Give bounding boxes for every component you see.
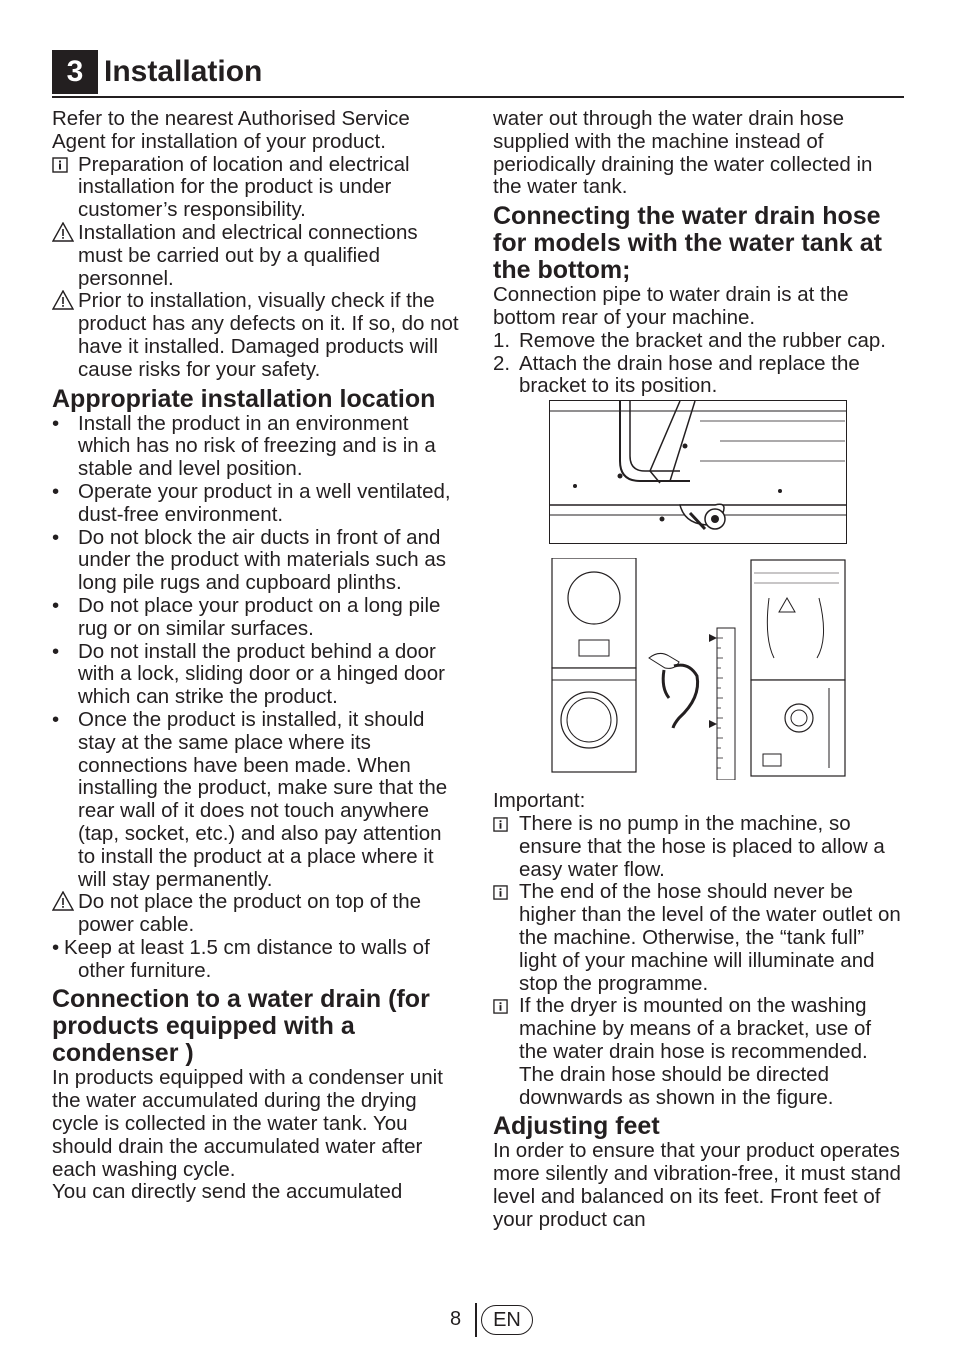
note-item xyxy=(52,290,462,381)
chapter-number: 3 xyxy=(52,50,98,94)
distance-note: • Keep at least 1.5 cm distance to walls of other furniture. xyxy=(52,935,430,982)
bullet-item: • Install the product in an environment which has no risk of freezing and is in a stable and level position. xyxy=(52,411,436,481)
important-note: The end of the hose should never be higher than the level of the water outlet on the machine. Otherwise, the “tank full” light of your machine will illuminate and stop the programme. xyxy=(493,881,903,995)
drain-heading: Connection to a water drain (for products equipped with a condenser ) xyxy=(52,985,430,1068)
feet-heading: Adjusting feet xyxy=(493,1112,660,1141)
language-badge: EN xyxy=(481,1305,533,1335)
drain-outlet-figure xyxy=(549,400,847,544)
info-icon xyxy=(52,154,74,179)
info-icon xyxy=(493,881,515,906)
continued-paragraph: water out through the water drain hose supplied with the machine instead of periodically draining the water collected in the water tank. xyxy=(493,107,873,199)
bullet-item: • Do not block the air ducts in front of and under the product with materials such as long pile rugs and cupboard plinths. xyxy=(52,525,447,595)
note-text: Preparation of location and electrical installation for the product is under customer’s responsibility. xyxy=(78,152,410,222)
bullet-item: • Operate your product in a well ventilated, dust-free environment. xyxy=(52,479,451,526)
location-heading: Appropriate installation location xyxy=(52,384,436,413)
bottom-tank-heading: Connecting the water drain hose for models with the water tank at the bottom; xyxy=(493,202,882,285)
drain-paragraph: In products equipped with a condenser unit the water accumulated during the drying cycle is collected in the water tank. You should drain the accumulated water after each washing cycle. xyxy=(52,1066,443,1181)
footer-divider xyxy=(475,1303,477,1337)
warning-icon xyxy=(52,290,74,316)
warning-icon xyxy=(52,891,74,917)
feet-paragraph: In order to ensure that your product operates more silently and vibration-free, it must stand level and balanced on its feet. Front feet of your product can xyxy=(493,1139,901,1231)
chapter-header xyxy=(52,50,904,98)
bullet-item: • Do not install the product behind a door with a lock, sliding door or a hinged door which can strike the product. xyxy=(52,639,445,709)
bottom-tank-intro: Connection pipe to water drain is at the bottom rear of your machine. xyxy=(493,283,849,329)
left-column xyxy=(52,108,462,1204)
bullet-item: • Do not place your product on a long pile rug or on similar surfaces. xyxy=(52,593,441,640)
note-item xyxy=(52,154,462,222)
note-text: Prior to installation, visually check if the product has any defects on it. If so, do not have it installed. Damaged products will cause risks for your safety. xyxy=(78,289,459,381)
note-text: Installation and electrical connections must be carried out by a qualified personnel. xyxy=(78,220,418,290)
info-icon xyxy=(493,995,515,1020)
step-item: 2. Attach the drain hose and replace the bracket to its position. xyxy=(493,351,860,398)
page-footer xyxy=(0,1303,954,1337)
important-label: Important: xyxy=(493,789,586,813)
page-number: 8 xyxy=(450,1308,462,1330)
note-item xyxy=(52,222,462,290)
chapter-title: Installation xyxy=(104,55,263,88)
drain-paragraph-2: You can directly send the accumulated xyxy=(52,1180,403,1204)
info-icon xyxy=(493,813,515,838)
cable-warning: Do not place the product on top of the power cable. xyxy=(52,891,462,937)
important-note: If the dryer is mounted on the washing machine by means of a bracket, use of the water drain hose is recommended. The drain hose should be directed downwards as shown in the figure. xyxy=(493,995,903,1109)
warning-icon xyxy=(52,222,74,248)
intro-paragraph: Refer to the nearest Authorised Service Agent for installation of your product. xyxy=(52,107,410,153)
stacked-machines-figure xyxy=(549,558,849,780)
right-column xyxy=(493,108,903,1232)
bullet-item: • Once the product is installed, it should stay at the same place where its connections have been made. When installing the product, make sure that the rear wall of it does not touch anywhere (tap, socket, etc.) and also pay attention to install the product at a place where it will stay permanently. xyxy=(52,707,448,891)
important-note: There is no pump in the machine, so ensure that the hose is placed to allow a easy water flow. xyxy=(493,813,903,881)
step-item: 1. Remove the bracket and the rubber cap. xyxy=(493,328,886,352)
